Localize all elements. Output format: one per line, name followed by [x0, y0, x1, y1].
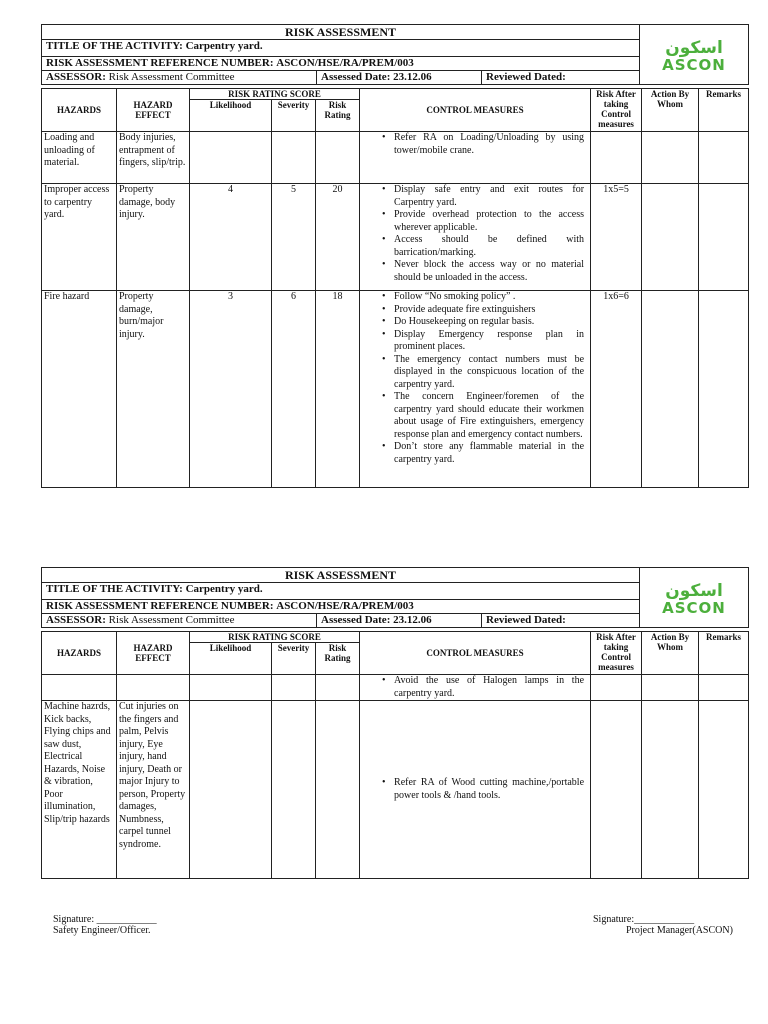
signature-role: Safety Engineer/Officer.: [53, 925, 151, 936]
signature-role: Project Manager(ASCON): [626, 925, 733, 936]
action-cell: [642, 132, 699, 184]
control-item: • Access should be defined with barrication/marking.: [362, 234, 584, 259]
ascon-logo-arabic: اسكون: [665, 580, 723, 601]
table-row: [42, 701, 749, 879]
col-action-by: Action By Whom: [642, 632, 699, 675]
col-hazards: HAZARDS: [42, 632, 117, 675]
severity-cell: [272, 675, 316, 701]
control-item: • The concern Engineer/foremen of the carpentry yard should educate their workmen about usage of Fire extinguishers, emergency response plan and emergency contact numbers.: [362, 391, 584, 441]
remarks-cell: [699, 132, 749, 184]
risk-after-cell: [591, 132, 642, 184]
severity-cell: [272, 132, 316, 184]
activity-title: TITLE OF THE ACTIVITY: Carpentry yard.: [42, 583, 640, 600]
col-risk-rating: Risk Rating: [316, 643, 360, 675]
control-measures-cell: [360, 132, 591, 184]
ascon-logo: [640, 25, 749, 85]
remarks-cell: [699, 291, 749, 488]
col-severity: Severity: [272, 100, 316, 132]
col-control-measures: CONTROL MEASURES: [360, 632, 591, 675]
remarks-cell: [699, 184, 749, 291]
hazard-cell: Fire hazard: [42, 291, 117, 488]
likelihood-cell: [190, 675, 272, 701]
action-cell: [642, 675, 699, 701]
risk-after-cell: [591, 675, 642, 701]
form-header: [41, 567, 749, 628]
risk-assessment-sheet-1: [41, 24, 748, 488]
control-item: • Avoid the use of Halogen lamps in the carpentry yard.: [362, 675, 584, 700]
col-remarks: Remarks: [699, 89, 749, 132]
assessor: ASSESSOR: Risk Assessment Committee: [42, 71, 317, 85]
form-header: [41, 24, 749, 85]
reviewed-date: Reviewed Dated:: [482, 71, 640, 85]
signature-line: Signature:____________: [593, 914, 695, 925]
hazard-cell: Machine hazrds, Kick backs, Flying chips and saw dust, Electrical Hazards, Noise & vibration, Poor illumination, Slip/trip hazards: [42, 701, 117, 879]
control-item: • Follow “No smoking policy” .: [362, 291, 584, 304]
likelihood-cell: 4: [190, 184, 272, 291]
assessed-date: Assessed Date: 23.12.06: [317, 71, 482, 85]
table-row: [42, 184, 749, 291]
likelihood-cell: [190, 701, 272, 879]
col-hazard-effect: HAZARD EFFECT: [117, 632, 190, 675]
severity-cell: [272, 701, 316, 879]
reference-number: RISK ASSESSMENT REFERENCE NUMBER: ASCON/HSE/RA/PREM/003: [42, 600, 640, 614]
hazard-cell: Improper access to carpentry yard.: [42, 184, 117, 291]
rating-cell: [316, 132, 360, 184]
table-row: [42, 132, 749, 184]
assessed-date: Assessed Date: 23.12.06: [317, 614, 482, 628]
col-severity: Severity: [272, 643, 316, 675]
control-measures-cell: [360, 184, 591, 291]
control-item: • Display Emergency response plan in prominent places.: [362, 329, 584, 354]
col-remarks: Remarks: [699, 632, 749, 675]
table-row: [42, 291, 749, 488]
likelihood-cell: 3: [190, 291, 272, 488]
risk-table-2: [41, 631, 749, 879]
remarks-cell: [699, 675, 749, 701]
remarks-cell: [699, 701, 749, 879]
risk-after-cell: [591, 701, 642, 879]
action-cell: [642, 291, 699, 488]
reference-number: RISK ASSESSMENT REFERENCE NUMBER: ASCON/HSE/RA/PREM/003: [42, 57, 640, 71]
rating-cell: 18: [316, 291, 360, 488]
col-hazard-effect: HAZARD EFFECT: [117, 89, 190, 132]
ascon-logo-english: ASCON: [662, 598, 726, 617]
likelihood-cell: [190, 132, 272, 184]
control-item: • Don’t store any flammable material in the carpentry yard.: [362, 441, 584, 466]
ascon-logo: [640, 568, 749, 628]
rating-cell: 20: [316, 184, 360, 291]
effect-cell: Body injuries, entrapment of fingers, slip/trip.: [117, 132, 190, 184]
control-item: • Provide adequate fire extinguishers: [362, 304, 584, 317]
control-item: • Display safe entry and exit routes for Carpentry yard.: [362, 184, 584, 209]
action-cell: [642, 184, 699, 291]
control-item: • Refer RA of Wood cutting machine,/portable power tools & /hand tools.: [362, 777, 584, 802]
control-item: • Do Housekeeping on regular basis.: [362, 316, 584, 329]
reviewed-date: Reviewed Dated:: [482, 614, 640, 628]
effect-cell: Property damage, body injury.: [117, 184, 190, 291]
risk-after-cell: 1x5=5: [591, 184, 642, 291]
hazard-cell: Loading and unloading of material.: [42, 132, 117, 184]
col-risk-rating-score: RISK RATING SCORE: [190, 632, 360, 643]
signature-safety-engineer: [53, 914, 157, 936]
col-action-by: Action By Whom: [642, 89, 699, 132]
col-risk-rating: Risk Rating: [316, 100, 360, 132]
control-item: • Never block the access way or no material should be unloaded in the access.: [362, 259, 584, 284]
signature-project-manager: [593, 914, 733, 936]
col-likelihood: Likelihood: [190, 100, 272, 132]
col-likelihood: Likelihood: [190, 643, 272, 675]
col-risk-after: Risk After taking Control measures: [591, 632, 642, 675]
rating-cell: [316, 701, 360, 879]
severity-cell: 5: [272, 184, 316, 291]
control-measures-cell: [360, 675, 591, 701]
control-measures-cell: [360, 291, 591, 488]
control-item: • Provide overhead protection to the access wherever applicable.: [362, 209, 584, 234]
effect-cell: Cut injuries on the fingers and palm, Pelvis injury, Eye injury, hand injury, Death or major Injury to person, Property damages, Numbness, carpel tunnel syndrome.: [117, 701, 190, 879]
severity-cell: 6: [272, 291, 316, 488]
col-risk-after: Risk After taking Control measures: [591, 89, 642, 132]
risk-assessment-sheet-2: [41, 567, 748, 879]
control-measures-cell: [360, 701, 591, 879]
hazard-cell: [42, 675, 117, 701]
form-heading: RISK ASSESSMENT: [42, 568, 640, 583]
col-hazards: HAZARDS: [42, 89, 117, 132]
risk-after-cell: 1x6=6: [591, 291, 642, 488]
rating-cell: [316, 675, 360, 701]
signature-line: Signature: ____________: [53, 914, 157, 925]
ascon-logo-english: ASCON: [662, 55, 726, 74]
control-item: • The emergency contact numbers must be displayed in the conspicuous location of the carpentry yard.: [362, 354, 584, 392]
ascon-logo-arabic: اسكون: [665, 37, 723, 58]
table-row: [42, 675, 749, 701]
action-cell: [642, 701, 699, 879]
risk-table-1: [41, 88, 749, 488]
form-heading: RISK ASSESSMENT: [42, 25, 640, 40]
col-control-measures: CONTROL MEASURES: [360, 89, 591, 132]
effect-cell: Property damage, burn/major injury.: [117, 291, 190, 488]
activity-title: TITLE OF THE ACTIVITY: Carpentry yard.: [42, 40, 640, 57]
assessor: ASSESSOR: Risk Assessment Committee: [42, 614, 317, 628]
col-risk-rating-score: RISK RATING SCORE: [190, 89, 360, 100]
control-item: • Refer RA on Loading/Unloading by using tower/mobile crane.: [362, 132, 584, 157]
effect-cell: [117, 675, 190, 701]
